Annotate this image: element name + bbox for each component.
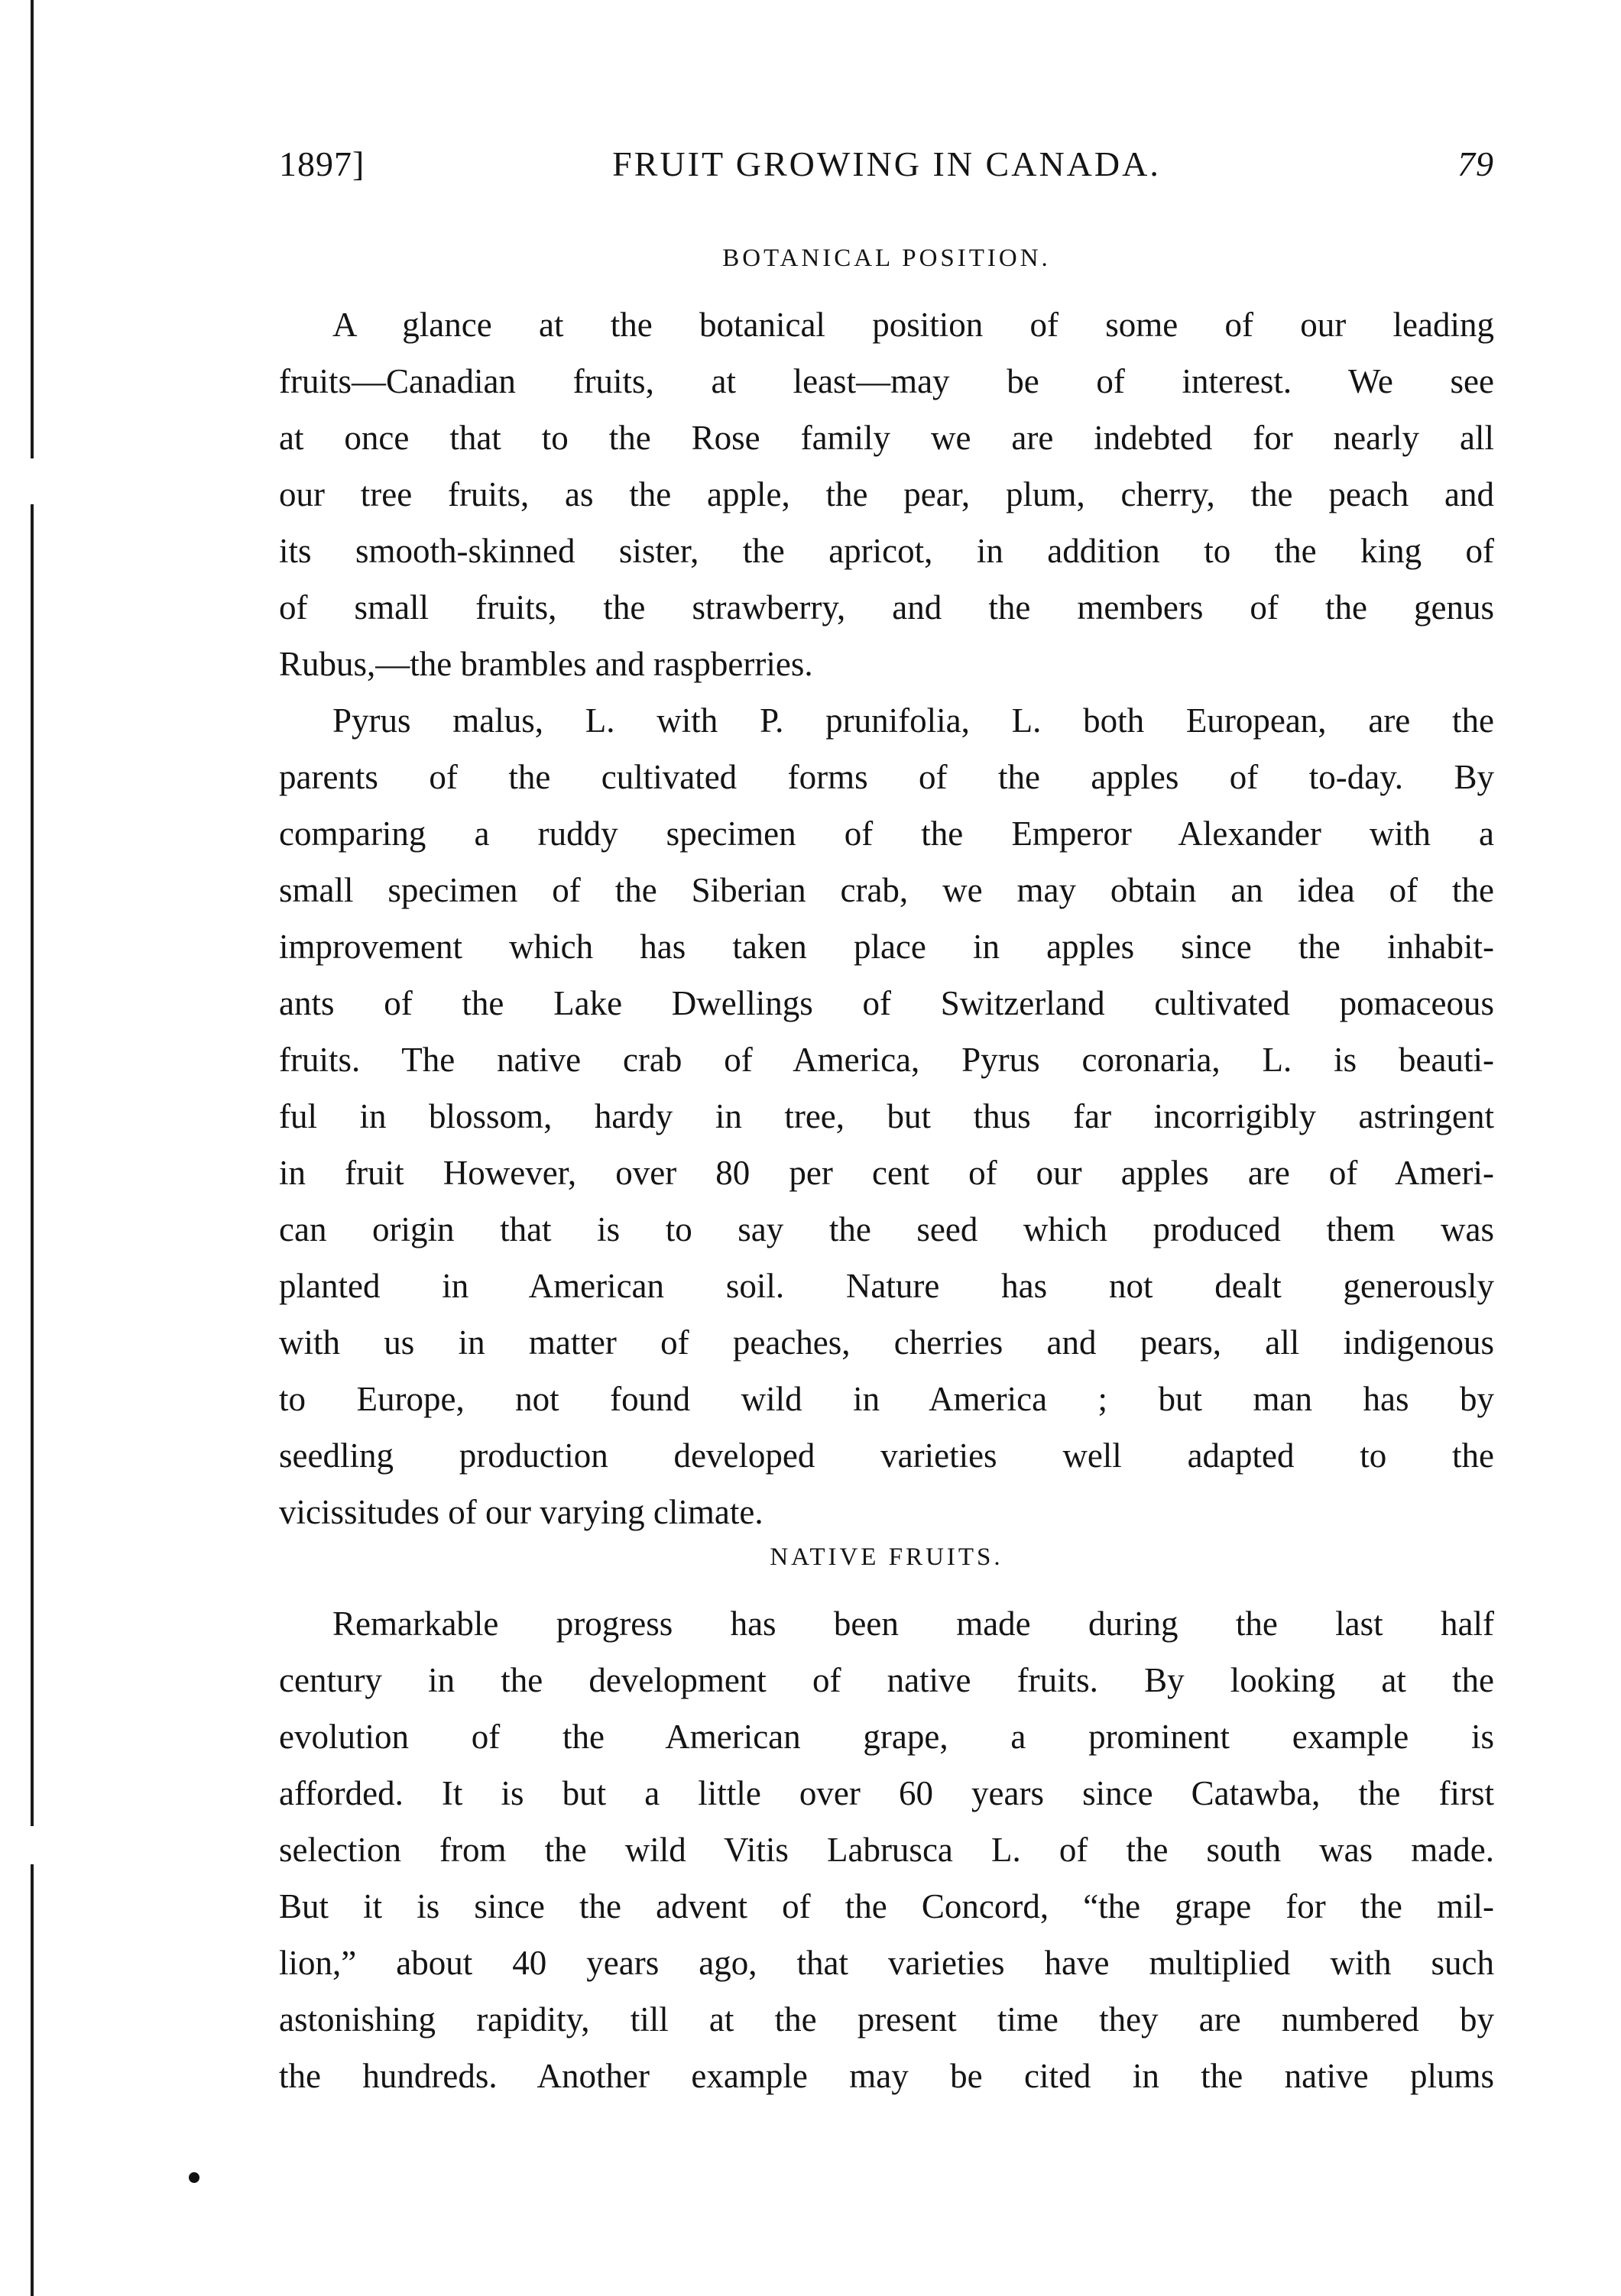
text-line: Remarkable progress has been made during the last half [332, 1605, 1494, 1643]
text-line: with us in matter of peaches, cherries and pears, all indigenous [279, 1323, 1494, 1362]
text-line: can origin that is to say the seed which produced them was [279, 1210, 1494, 1248]
running-header [279, 144, 1494, 197]
text-line: improvement which has taken place in apples since the inhabit- [279, 928, 1494, 966]
text-line: Rubus,—the brambles and raspberries. [279, 645, 813, 683]
text-line: A glance at the botanical position of some of our leading [332, 306, 1494, 344]
paragraph-botanical-intro [279, 296, 1494, 692]
text-line: planted in American soil. Nature has not dealt generously [279, 1267, 1494, 1305]
text-line: to Europe, not found wild in America ; but man has by [279, 1380, 1494, 1418]
text-line: fruits. The native crab of America, Pyrus coronaria, L. is beauti- [279, 1041, 1494, 1079]
margin-rule-middle [31, 504, 34, 1826]
margin-rule-top [31, 0, 34, 458]
text-line: of small fruits, the strawberry, and the members of the genus [279, 588, 1494, 627]
text-line: seedling production developed varieties well adapted to the [279, 1436, 1494, 1475]
text-line: the hundreds. Another example may be cited in the native plums [279, 2057, 1494, 2095]
text-line: ful in blossom, hardy in tree, but thus far incorrigibly astringent [279, 1097, 1494, 1135]
paragraph-native-fruits [279, 1595, 1494, 2104]
header-title: FRUIT GROWING IN CANADA. [612, 144, 1161, 183]
text-line: fruits—Canadian fruits, at least—may be of interest. We see [279, 362, 1494, 400]
section-heading-botanical: BOTANICAL POSITION. [722, 244, 1051, 272]
print-mark [189, 2172, 199, 2183]
text-line: comparing a ruddy specimen of the Emperor Alexander with a [279, 814, 1494, 853]
text-line: its smooth-skinned sister, the apricot, in addition to the king of [279, 532, 1494, 570]
text-line: our tree fruits, as the apple, the pear, plum, cherry, the peach and [279, 475, 1494, 513]
text-line: evolution of the American grape, a prominent example is [279, 1718, 1494, 1756]
text-line: small specimen of the Siberian crab, we may obtain an idea of the [279, 871, 1494, 909]
text-line: in fruit However, over 80 per cent of our apples are of Ameri- [279, 1154, 1494, 1192]
page-number: 79 [1457, 144, 1494, 183]
text-line: selection from the wild Vitis Labrusca L. of the south was made. [279, 1831, 1494, 1869]
text-line: But it is since the advent of the Concord, “the grape for the mil- [279, 1887, 1494, 1925]
text-line: ants of the Lake Dwellings of Switzerland cultivated pomaceous [279, 984, 1494, 1022]
section-heading-native-fruits: NATIVE FRUITS. [770, 1543, 1003, 1571]
text-line: parents of the cultivated forms of the apples of to-day. By [279, 758, 1494, 796]
text-line: at once that to the Rose family we are indebted for nearly all [279, 419, 1494, 457]
text-line: afforded. It is but a little over 60 years since Catawba, the first [279, 1774, 1494, 1812]
margin-rule-bottom [31, 1864, 34, 2296]
text-line: lion,” about 40 years ago, that varieties have multiplied with such [279, 1944, 1494, 1982]
text-line: vicissitudes of our varying climate. [279, 1493, 763, 1531]
header-year: 1897] [279, 144, 365, 183]
text-line: astonishing rapidity, till at the present time they are numbered by [279, 2000, 1494, 2039]
text-line: Pyrus malus, L. with P. prunifolia, L. both European, are the [332, 701, 1494, 740]
text-line: century in the development of native fruits. By looking at the [279, 1661, 1494, 1699]
paragraph-pyrus [279, 692, 1494, 1540]
